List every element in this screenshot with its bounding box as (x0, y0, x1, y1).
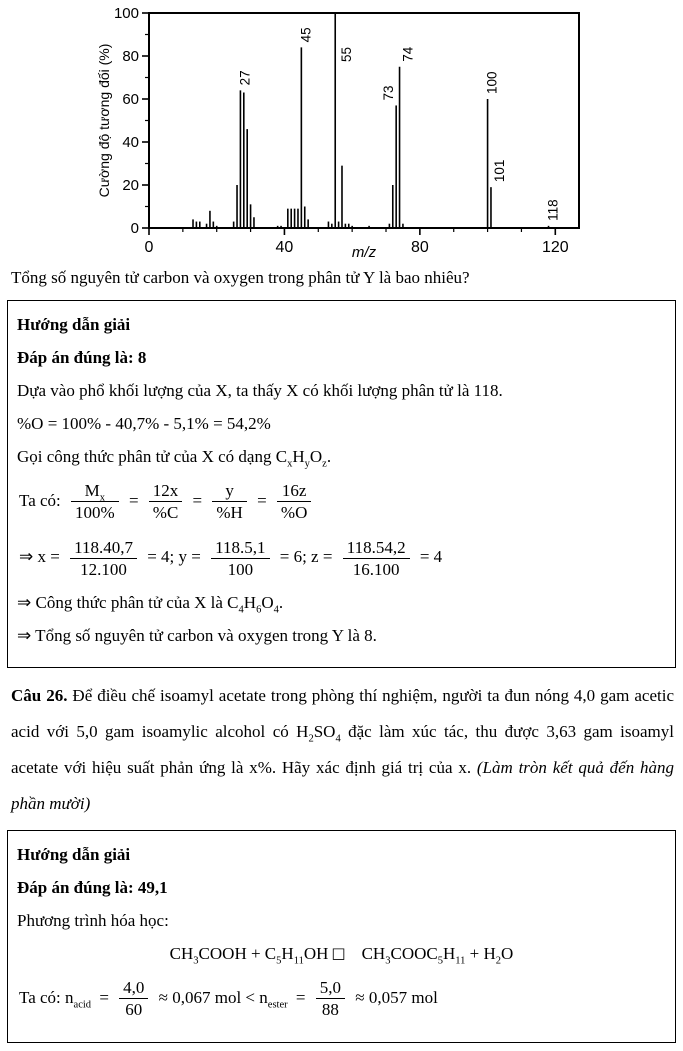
svg-text:Cường độ tương đối (%): Cường độ tương đối (%) (96, 43, 112, 198)
fraction (68, 537, 139, 581)
subscript: z (322, 458, 327, 470)
equation-text: ≈ 0,067 mol < $n_{ester}$ (158, 987, 288, 1011)
formula-text: ⇒ Công thức phân tử của X là C (17, 593, 239, 612)
denominator: 88 (321, 1000, 339, 1020)
solution-line-formula (17, 447, 666, 470)
denominator: 16.100 (352, 559, 400, 579)
equation-text: = 4 (419, 547, 443, 567)
svg-text:20: 20 (122, 177, 139, 194)
question-text: đặc làm xúc tác, thu được 3,63 gam isoamyl acetate với hiệu suất phản ứng là x%. Hãy xác định giá trị của x. (11, 722, 675, 778)
equation-text: = (192, 490, 203, 510)
numerator: 16z (277, 480, 311, 502)
formula-text: Gọi công thức phân tử của X có dạng C (17, 447, 288, 466)
solution-title: Hướng dẫn giải (17, 315, 131, 334)
svg-text:80: 80 (410, 239, 429, 256)
equation-text: ≈ 0,057 mol (355, 987, 438, 1007)
equation-text: = (257, 490, 267, 510)
solution-title: Hướng dẫn giải (17, 845, 131, 865)
subscript: 4 (238, 604, 244, 616)
numerator: $M_x$ (71, 480, 119, 502)
denominator: 100 (227, 559, 254, 579)
fraction (117, 977, 150, 1021)
svg-text:0: 0 (130, 220, 139, 237)
svg-text:55: 55 (339, 46, 355, 62)
svg-text:0: 0 (144, 239, 154, 256)
answer-line: Đáp án đúng là: 49,1 (17, 878, 168, 898)
svg-text:120: 120 (541, 239, 569, 256)
svg-text:27: 27 (237, 70, 253, 86)
subscript: x (287, 458, 293, 470)
svg-text:74: 74 (400, 46, 416, 62)
solution-box-1 (7, 300, 676, 668)
denominator: 12.100 (80, 559, 127, 579)
svg-text:100: 100 (484, 71, 500, 94)
equation-text: = 6; z = (279, 547, 333, 567)
formula-text: . (278, 593, 284, 612)
solution-line-formula (17, 593, 666, 616)
svg-text:73: 73 (381, 85, 397, 101)
missing-glyph-box: □ (331, 944, 346, 963)
mass-spectrum-svg (95, 0, 680, 262)
subscript: 4 (335, 733, 341, 745)
equation-text: = (295, 987, 306, 1007)
denominator: %H (216, 503, 243, 523)
formula-text: . (326, 447, 332, 466)
numerator: 12x (149, 480, 183, 502)
chemical-equation: $CH_3COOH + C_5H_{11}OH$ □ $CH_3COOC_5H_{11} + H_2O$ (169, 944, 514, 967)
subscript: y (304, 458, 310, 470)
equation-text: Ta có: $n_{acid}$ (19, 987, 92, 1011)
fraction (147, 480, 185, 524)
question-text: Để điều chế isoamyl acetate trong phòng thí nghiệm, người ta đun nóng 4,0 gam acetic acid với 5,0 gam isoamylic alcohol có (11, 686, 674, 742)
question-text: Tổng số nguyên tử carbon và oxygen trong phân tử Y là bao nhiêu? (11, 268, 470, 287)
svg-text:80: 80 (122, 48, 139, 65)
solution-line: Phương trình hóa học: (17, 911, 169, 931)
subscript: 3 (193, 955, 199, 967)
fraction (209, 537, 271, 581)
solution-line: Dựa vào phổ khối lượng của X, ta thấy X có khối lượng phân tử là 118. (17, 381, 503, 400)
formula-text: O (309, 447, 323, 466)
svg-text:40: 40 (122, 134, 139, 151)
equation-ratio (17, 480, 666, 524)
solution-line: ⇒ Tổng số nguyên tử carbon và oxygen trong Y là 8. (17, 626, 377, 645)
svg-text:45: 45 (298, 27, 314, 43)
rounding-note: (Làm tròn kết quả đến hàng phần mười) (11, 758, 674, 814)
solution-line: %O = 100% - 40,7% - 5,1% = 54,2% (17, 414, 271, 433)
equation-xyz (17, 537, 666, 581)
equation-text: ⇒ x = (19, 547, 60, 567)
subscript: 11 (293, 955, 304, 967)
fraction (69, 480, 121, 524)
svg-text:101: 101 (491, 159, 507, 183)
denominator: 60 (125, 1000, 143, 1020)
equation-text: Ta có: (19, 490, 61, 510)
numerator: 118.54,2 (343, 537, 410, 559)
mole-calculation (17, 977, 666, 1021)
chemical-formula: $H_2SO_4$ (296, 722, 341, 745)
svg-text:100: 100 (113, 5, 139, 22)
formula-text: O (261, 593, 274, 612)
subscript: 11 (455, 955, 466, 967)
numerator: 118.5,1 (211, 537, 269, 559)
question-26 (11, 678, 674, 822)
subscript: 3 (385, 955, 391, 967)
equation-text: = (128, 490, 139, 510)
answer-line: Đáp án đúng là: 8 (17, 348, 147, 367)
subscript: 5 (276, 955, 282, 967)
subscript: acid (73, 999, 92, 1011)
equation-text: = 4; y = (147, 547, 201, 567)
formula-text: H (292, 447, 305, 466)
fraction (341, 537, 412, 581)
numerator: 118.40,7 (70, 537, 137, 559)
denominator: %O (280, 503, 308, 523)
svg-text:40: 40 (275, 239, 294, 256)
denominator: %C (152, 503, 179, 523)
subscript: 2 (495, 955, 502, 967)
mass-spectrum-figure (7, 0, 676, 262)
numerator: 5,0 (316, 977, 345, 999)
svg-text:118: 118 (545, 199, 561, 221)
subscript: 2 (308, 733, 314, 745)
question-number: Câu 26. (11, 686, 68, 705)
svg-text:m/z: m/z (351, 244, 377, 261)
subscript: 6 (256, 604, 262, 616)
subscript: x (99, 492, 106, 504)
fraction (210, 480, 248, 524)
subscript: 4 (273, 604, 279, 616)
numerator: y (212, 480, 246, 502)
equation-text: = (99, 987, 109, 1007)
subscript: ester (267, 999, 288, 1011)
fraction (314, 977, 347, 1021)
numerator: 4,0 (119, 977, 148, 999)
denominator: 100% (75, 503, 115, 523)
solution-box-2 (7, 830, 676, 1043)
formula-text: H (243, 593, 257, 612)
fraction (275, 480, 313, 524)
svg-text:60: 60 (122, 91, 139, 108)
subscript: 5 (437, 955, 443, 967)
